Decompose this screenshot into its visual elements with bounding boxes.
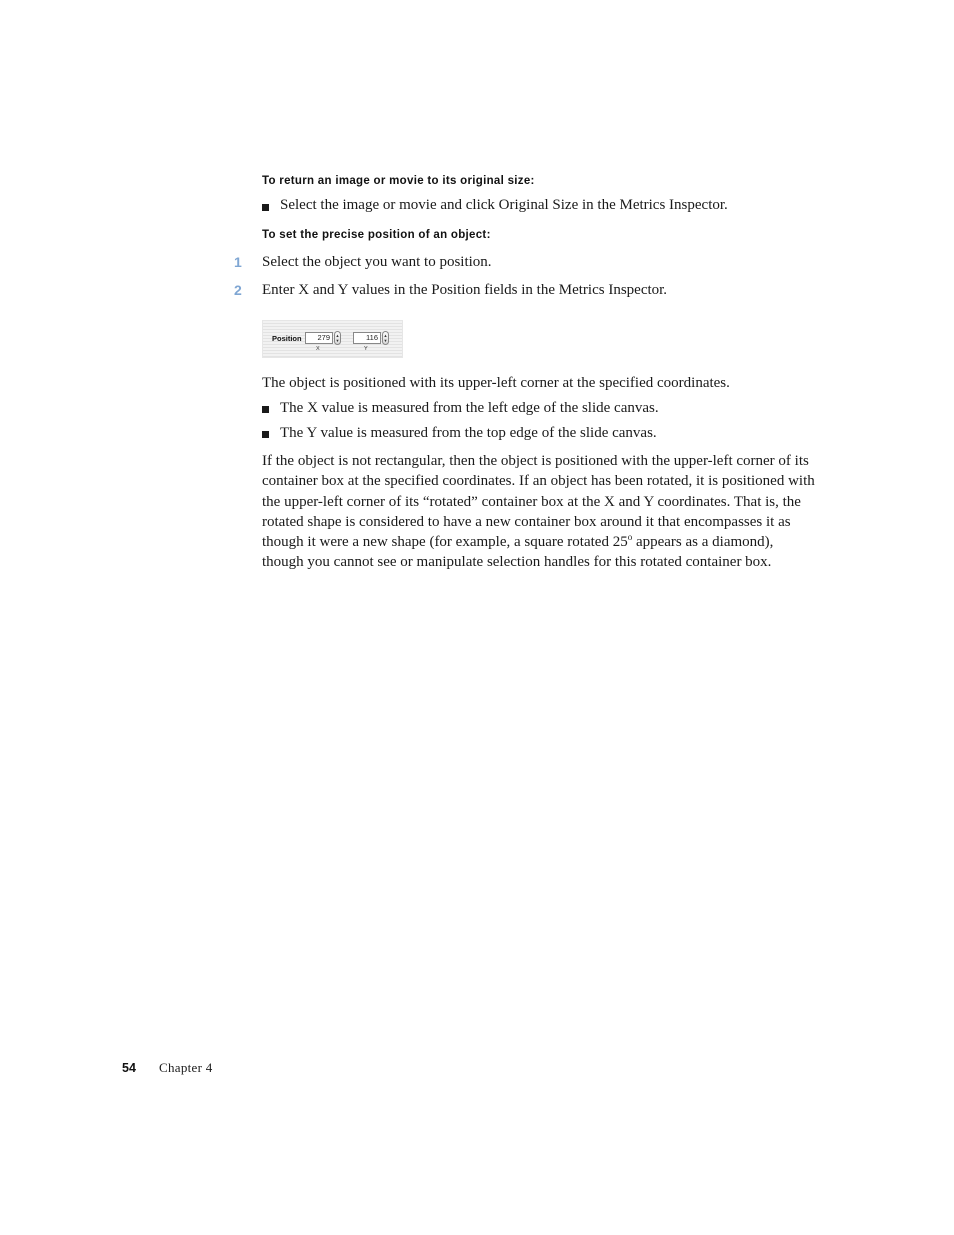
- step-number-2: 2: [234, 282, 242, 298]
- bullet-marker: [262, 406, 269, 413]
- bullet-marker: [262, 204, 269, 211]
- y-position-field[interactable]: 116: [353, 332, 381, 344]
- bullet-text-x-value: The X value is measured from the left edge of the slide canvas.: [280, 400, 659, 416]
- step-number-1: 1: [234, 254, 242, 270]
- section-heading-original-size: To return an image or movie to its original size:: [262, 175, 535, 187]
- section-heading-precise-position: To set the precise position of an object:: [262, 229, 491, 241]
- paragraph-line-part: appears as a diamond),: [632, 534, 774, 551]
- step-text-1: Select the object you want to position.: [262, 254, 492, 270]
- position-control-screenshot: [262, 320, 403, 358]
- paragraph-line-part: though it were a new shape (for example, a square rotated 25: [262, 534, 628, 551]
- bullet-marker: [262, 431, 269, 438]
- bullet-text-original-size: Select the image or movie and click Original Size in the Metrics Inspector.: [280, 197, 728, 213]
- y-stepper-icon[interactable]: [382, 331, 389, 345]
- chapter-label: Chapter 4: [159, 1060, 213, 1075]
- degree-symbol: o: [627, 532, 633, 543]
- paragraph-line: though you cannot see or manipulate selection handles for this rotated container box.: [262, 554, 772, 571]
- x-stepper-icon[interactable]: [334, 331, 341, 345]
- position-label: Position: [272, 334, 302, 343]
- x-position-field[interactable]: 279: [305, 332, 333, 344]
- step-text-2: Enter X and Y values in the Position fields in the Metrics Inspector.: [262, 282, 668, 298]
- paragraph-line: If the object is not rectangular, then the object is positioned with the upper-left corner of its: [262, 453, 809, 469]
- stepper-up-icon: ▲: [335, 333, 340, 338]
- paragraph-line: the upper-left corner of its “rotated” container box at the X and Y coordinates. That is, the: [262, 493, 801, 510]
- page-number: 54: [122, 1061, 136, 1075]
- paragraph-line: container box at the specified coordinates. If an object has been rotated, it is positioned with: [262, 473, 815, 490]
- stepper-up-icon: ▲: [383, 333, 388, 338]
- y-axis-label: Y: [364, 346, 368, 352]
- paragraph-line: rotated shape is considered to have a new container box around it that encompasses it as: [262, 513, 791, 530]
- paragraph-line: [262, 532, 807, 552]
- x-axis-label: X: [316, 346, 320, 352]
- stepper-down-icon: ▼: [383, 338, 388, 343]
- intro-text: The object is positioned with its upper-left corner at the specified coordinates.: [262, 375, 730, 391]
- explanation-paragraph: [262, 451, 815, 573]
- stepper-down-icon: ▼: [335, 338, 340, 343]
- bullet-text-y-value: The Y value is measured from the top edge of the slide canvas.: [280, 425, 657, 441]
